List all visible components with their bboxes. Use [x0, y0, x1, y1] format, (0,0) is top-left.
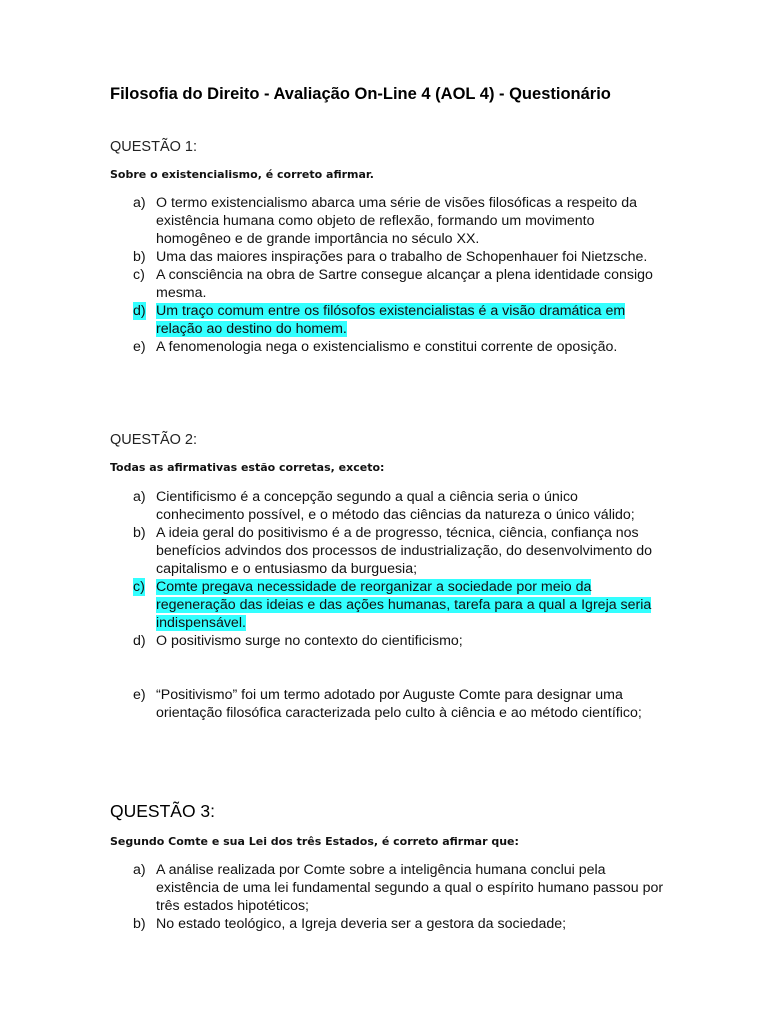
- option-b: [110, 915, 670, 933]
- option-letter: a): [133, 489, 146, 505]
- option-d-highlighted: [110, 302, 670, 338]
- option-d: [110, 632, 670, 650]
- option-text: A análise realizada por Comte sobre a inteligência humana conclui pela existência de uma lei fundamental segundo a qual o espírito humano passou por três estados hipotéticos;: [156, 862, 664, 914]
- option-b: [110, 248, 670, 266]
- option-text: A consciência na obra de Sartre consegue alcançar a plena identidade consigo mesma.: [156, 267, 653, 301]
- option-a: [110, 194, 670, 248]
- option-text: No estado teológico, a Igreja deveria ser a gestora da sociedade;: [156, 916, 567, 932]
- question-1-heading: QUESTÃO 1:: [110, 139, 198, 155]
- option-b: [110, 524, 670, 578]
- option-c: [110, 266, 670, 302]
- question-2-options: [110, 488, 670, 722]
- question-3-options: [110, 861, 670, 933]
- option-text: Uma das maiores inspirações para o trabalho de Schopenhauer foi Nietzsche.: [156, 249, 648, 265]
- option-letter: c): [133, 267, 145, 283]
- option-letter: e): [133, 339, 146, 355]
- option-text: Um traço comum entre os filósofos existencialistas é a visão dramática em relação ao destino do homem.: [156, 303, 626, 337]
- option-e: [110, 338, 670, 356]
- option-text: Comte pregava necessidade de reorganizar a sociedade por meio da regeneração das ideias e das ações humanas, tarefa para a qual a Igreja seria indispensável.: [156, 579, 652, 631]
- question-2-prompt: Todas as afirmativas estão corretas, exceto:: [110, 461, 385, 474]
- option-letter: a): [133, 195, 146, 211]
- option-a: [110, 488, 670, 524]
- option-letter: d): [133, 303, 146, 319]
- question-3-prompt: Segundo Comte e sua Lei dos três Estados, é correto afirmar que:: [110, 835, 519, 848]
- question-1-prompt: Sobre o existencialismo, é correto afirmar.: [110, 168, 374, 181]
- option-letter: a): [133, 862, 146, 878]
- option-a: [110, 861, 670, 915]
- option-text: A ideia geral do positivismo é a de progresso, técnica, ciência, confiança nos benefícios advindos dos processos de industrialização, do desenvolvimento do capitalismo e o entusiasmo da burguesia;: [156, 525, 653, 577]
- question-1-options: [110, 194, 670, 356]
- option-letter: b): [133, 916, 146, 932]
- option-letter: d): [133, 633, 146, 649]
- option-text: “Positivismo” foi um termo adotado por Auguste Comte para designar uma orientação filosófica caracterizada pelo culto à ciência e ao método científico;: [156, 687, 642, 721]
- option-c-highlighted: [110, 578, 670, 632]
- option-e: [110, 686, 670, 722]
- option-letter: e): [133, 687, 146, 703]
- question-3-heading: QUESTÃO 3:: [110, 801, 216, 821]
- option-text: O termo existencialismo abarca uma série de visões filosóficas a respeito da existência humana como objeto de reflexão, formando um movimento homogêneo e de grande importância no século XX.: [156, 195, 638, 247]
- document-title: Filosofia do Direito - Avaliação On-Line 4 (AOL 4) - Questionário: [110, 85, 611, 103]
- option-text: A fenomenologia nega o existencialismo e constitui corrente de oposição.: [156, 339, 618, 355]
- option-letter: b): [133, 525, 146, 541]
- question-2-heading: QUESTÃO 2:: [110, 432, 198, 448]
- option-text: Cientificismo é a concepção segundo a qual a ciência seria o único conhecimento possível, e o método das ciências da natureza o único válido;: [156, 489, 635, 523]
- option-letter: c): [133, 579, 145, 595]
- option-letter: b): [133, 249, 146, 265]
- option-text: O positivismo surge no contexto do cientificismo;: [156, 633, 463, 649]
